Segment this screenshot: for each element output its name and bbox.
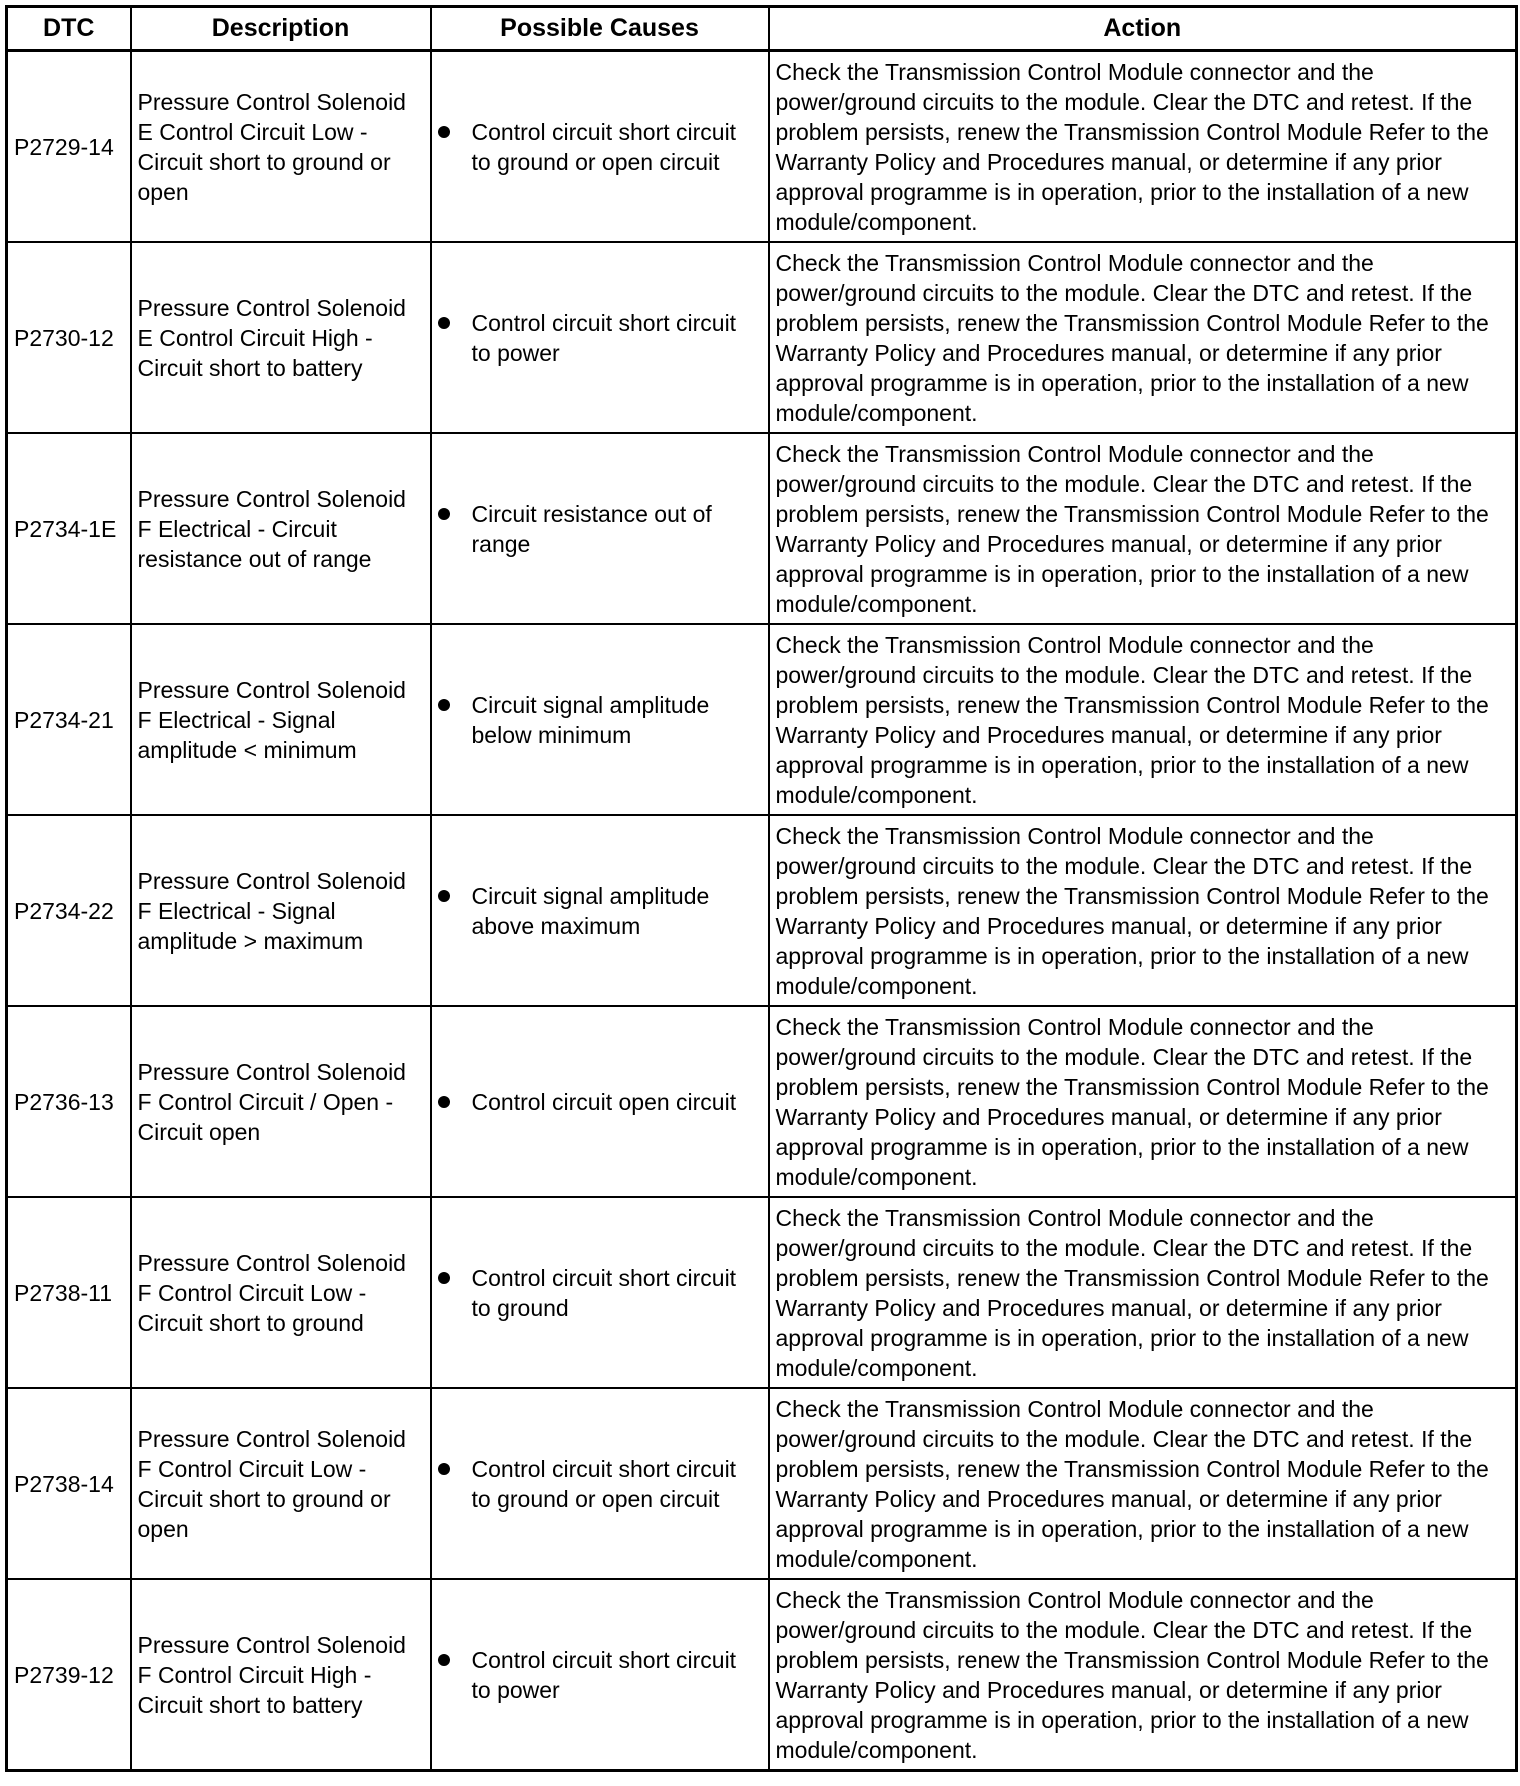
action-cell: Check the Transmission Control Module connector and the power/ground circuits to the module. Clear the DTC and retest. If the problem persists, renew the Transmission Control Module Refer to the Warranty Policy and Procedures manual, or determine if any prior approval programme is in operation, prior to the installation of a new module/component. (769, 242, 1517, 433)
description-cell: Pressure Control Solenoid F Control Circuit Low - Circuit short to ground or open (131, 1388, 431, 1579)
bullet-icon (438, 1463, 450, 1475)
dtc-code: P2736-13 (7, 1006, 131, 1197)
action-cell: Check the Transmission Control Module connector and the power/ground circuits to the module. Clear the DTC and retest. If the problem persists, renew the Transmission Control Module Refer to the Warranty Policy and Procedures manual, or determine if any prior approval programme is in operation, prior to the installation of a new module/component. (769, 51, 1517, 243)
cause-list-item (438, 881, 762, 941)
description-cell: Pressure Control Solenoid F Control Circuit Low - Circuit short to ground (131, 1197, 431, 1388)
table-row (7, 624, 1517, 815)
cause-text: Circuit signal amplitude below minimum (471, 691, 710, 748)
cause-text: Control circuit short circuit to ground or open circuit (471, 1455, 737, 1512)
cause-cell (431, 51, 769, 243)
bullet-icon (438, 126, 450, 138)
cause-cell (431, 242, 769, 433)
cause-cell (431, 1388, 769, 1579)
description-cell: Pressure Control Solenoid F Electrical - Signal amplitude < minimum (131, 624, 431, 815)
cause-text: Control circuit short circuit to ground or open circuit (471, 118, 737, 175)
bullet-icon (438, 699, 450, 711)
bullet-icon (438, 317, 450, 329)
cause-list-item (438, 1087, 762, 1117)
table-header-row (7, 7, 1517, 51)
action-cell: Check the Transmission Control Module connector and the power/ground circuits to the module. Clear the DTC and retest. If the problem persists, renew the Transmission Control Module Refer to the Warranty Policy and Procedures manual, or determine if any prior approval programme is in operation, prior to the installation of a new module/component. (769, 433, 1517, 624)
table-row (7, 1579, 1517, 1771)
dtc-code: P2739-12 (7, 1579, 131, 1771)
cause-cell (431, 815, 769, 1006)
bullet-icon (438, 1272, 450, 1284)
dtc-code: P2734-21 (7, 624, 131, 815)
description-cell: Pressure Control Solenoid F Electrical - Signal amplitude > maximum (131, 815, 431, 1006)
cause-cell (431, 624, 769, 815)
table-row (7, 51, 1517, 243)
cause-text: Control circuit short circuit to ground (471, 1264, 737, 1321)
header-description: Description (131, 7, 431, 51)
description-cell: Pressure Control Solenoid E Control Circuit High - Circuit short to battery (131, 242, 431, 433)
dtc-code: P2729-14 (7, 51, 131, 243)
cause-list-item (438, 690, 762, 750)
header-dtc: DTC (7, 7, 131, 51)
cause-text: Control circuit short circuit to power (471, 309, 737, 366)
action-cell: Check the Transmission Control Module connector and the power/ground circuits to the module. Clear the DTC and retest. If the problem persists, renew the Transmission Control Module Refer to the Warranty Policy and Procedures manual, or determine if any prior approval programme is in operation, prior to the installation of a new module/component. (769, 1579, 1517, 1771)
description-cell: Pressure Control Solenoid F Control Circuit High - Circuit short to battery (131, 1579, 431, 1771)
description-cell: Pressure Control Solenoid F Control Circuit / Open - Circuit open (131, 1006, 431, 1197)
action-cell: Check the Transmission Control Module connector and the power/ground circuits to the module. Clear the DTC and retest. If the problem persists, renew the Transmission Control Module Refer to the Warranty Policy and Procedures manual, or determine if any prior approval programme is in operation, prior to the installation of a new module/component. (769, 815, 1517, 1006)
cause-cell (431, 1006, 769, 1197)
dtc-code: P2734-22 (7, 815, 131, 1006)
cause-cell (431, 433, 769, 624)
cause-text: Circuit signal amplitude above maximum (471, 882, 710, 939)
cause-list-item (438, 499, 762, 559)
header-possible-causes: Possible Causes (431, 7, 769, 51)
bullet-icon (438, 1096, 450, 1108)
cause-list-item (438, 1454, 762, 1514)
description-cell: Pressure Control Solenoid E Control Circuit Low - Circuit short to ground or open (131, 51, 431, 243)
cause-text: Control circuit open circuit (471, 1088, 737, 1115)
dtc-table (5, 5, 1518, 1772)
bullet-icon (438, 1654, 450, 1666)
cause-cell (431, 1579, 769, 1771)
description-cell: Pressure Control Solenoid F Electrical - Circuit resistance out of range (131, 433, 431, 624)
table-row (7, 1197, 1517, 1388)
header-action: Action (769, 7, 1517, 51)
table-row (7, 1388, 1517, 1579)
cause-list-item (438, 1263, 762, 1323)
bullet-icon (438, 890, 450, 902)
cause-text: Control circuit short circuit to power (471, 1646, 737, 1703)
dtc-code: P2738-11 (7, 1197, 131, 1388)
bullet-icon (438, 508, 450, 520)
dtc-code: P2730-12 (7, 242, 131, 433)
table-row (7, 242, 1517, 433)
cause-cell (431, 1197, 769, 1388)
cause-list-item (438, 308, 762, 368)
cause-list-item (438, 117, 762, 177)
dtc-code: P2738-14 (7, 1388, 131, 1579)
cause-text: Circuit resistance out of range (471, 500, 712, 557)
table-row (7, 815, 1517, 1006)
table-row (7, 1006, 1517, 1197)
action-cell: Check the Transmission Control Module connector and the power/ground circuits to the module. Clear the DTC and retest. If the problem persists, renew the Transmission Control Module Refer to the Warranty Policy and Procedures manual, or determine if any prior approval programme is in operation, prior to the installation of a new module/component. (769, 1388, 1517, 1579)
dtc-code: P2734-1E (7, 433, 131, 624)
action-cell: Check the Transmission Control Module connector and the power/ground circuits to the module. Clear the DTC and retest. If the problem persists, renew the Transmission Control Module Refer to the Warranty Policy and Procedures manual, or determine if any prior approval programme is in operation, prior to the installation of a new module/component. (769, 624, 1517, 815)
action-cell: Check the Transmission Control Module connector and the power/ground circuits to the module. Clear the DTC and retest. If the problem persists, renew the Transmission Control Module Refer to the Warranty Policy and Procedures manual, or determine if any prior approval programme is in operation, prior to the installation of a new module/component. (769, 1006, 1517, 1197)
cause-list-item (438, 1645, 762, 1705)
table-row (7, 433, 1517, 624)
action-cell: Check the Transmission Control Module connector and the power/ground circuits to the module. Clear the DTC and retest. If the problem persists, renew the Transmission Control Module Refer to the Warranty Policy and Procedures manual, or determine if any prior approval programme is in operation, prior to the installation of a new module/component. (769, 1197, 1517, 1388)
